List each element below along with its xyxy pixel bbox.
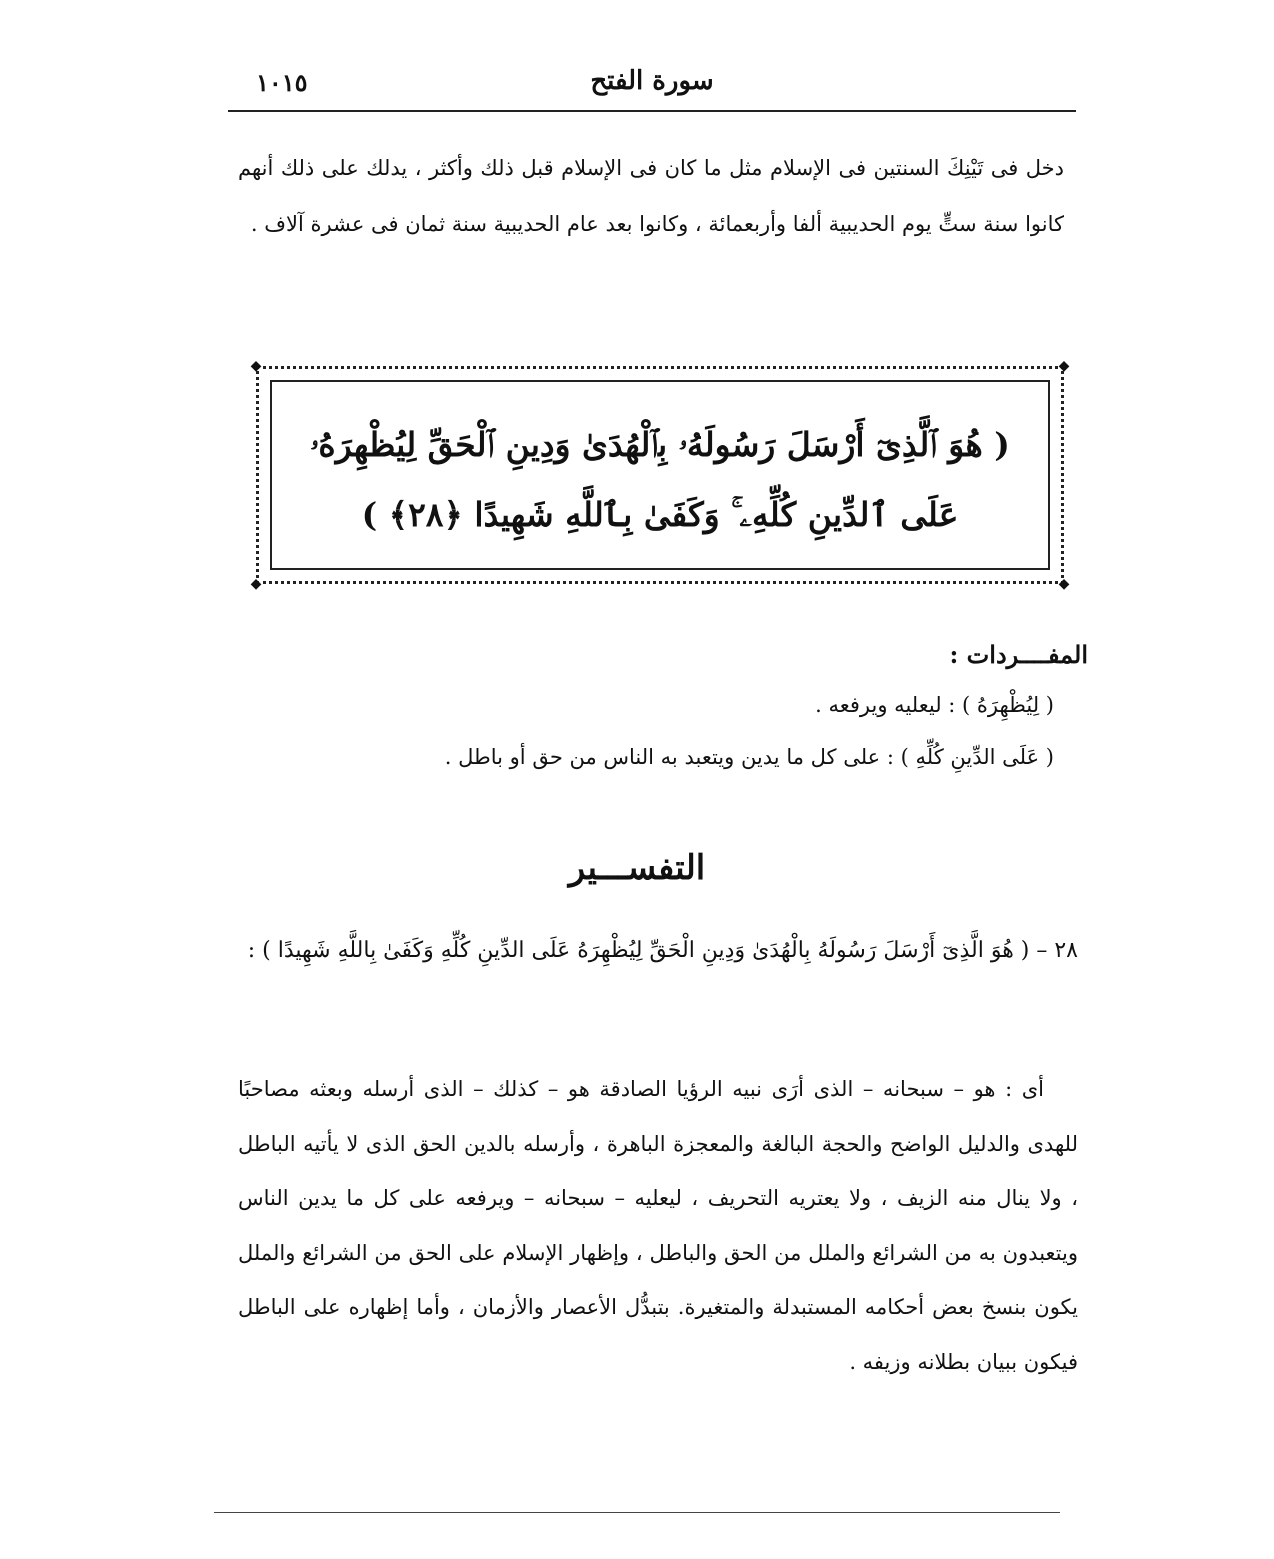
- vocabulary-item: ( لِيُظْهِرَهُ ) : ليعليه ويرفعه .: [815, 693, 1054, 717]
- intro-text: دخل فى تَيْنِكَ السنتين فى الإسلام مثل ما كان فى الإسلام قبل ذلك وأكثر ، يدلك على ذلك أنهم كانوا سنة ستٍّ يوم الحديبية ألفا وأربعمائة ، وكانوا بعد عام الحديبية سنة ثمان فى عشرة آلاف .: [238, 156, 1064, 236]
- commentary-paragraph: [238, 1062, 1078, 1389]
- vocabulary-section: [238, 640, 1088, 783]
- bottom-rule: [214, 1512, 1060, 1513]
- verse-line-1: ( هُوَ ٱلَّذِىٓ أَرْسَلَ رَسُولَهُۥ بِٱلْهُدَىٰ وَدِينِ ٱلْحَقِّ لِيُظْهِرَهُۥ: [310, 425, 1010, 464]
- page-number: ١٠١٥: [256, 68, 308, 97]
- intro-paragraph: [238, 140, 1064, 252]
- commentary-text: أى : هو – سبحانه – الذى أرَى نبيه الرؤيا الصادقة هو – كذلك – الذى أرسله وبعثه مصاحبًا للهدى والدليل الواضح والحجة البالغة والمعجزة الباهرة ، وأرسله بالدين الحق الذى لا يأتيه الباطل ، ولا ينال منه الزيف ، ولا يعتريه التحريف ، ليعليه – سبحانه – ويرفعه على كل ما يدين الناس ويتعبدون به من الشرائع والملل من الحق والباطل ، وإظهار الإسلام على الحق من الشرائع والملل يكون بنسخ بعض أحكامه المستبدلة والمتغيرة. بتبدُّل الأعصار والأزمان ، وأما إظهاره على الباطل فيكون ببيان بطلانه وزيفه .: [238, 1077, 1078, 1374]
- corner-ornament-icon: ◆: [250, 576, 262, 592]
- verse-reference: ٢٨ – ( هُوَ الَّذِىٓ أَرْسَلَ رَسُولَهُ بِالْهُدَىٰ وَدِينِ الْحَقِّ لِيُظْهِرَهُ عَلَى الدِّينِ كُلِّهِ وَكَفَىٰ بِاللَّهِ شَهِيدًا ) :: [247, 938, 1078, 963]
- vocabulary-item: ( عَلَى الدِّينِ كُلِّهِ ) : على كل ما يدين ويتعبد به الناس من حق أو باطل .: [444, 745, 1054, 769]
- running-header: [228, 62, 1076, 112]
- tafsir-title: التفســـير: [568, 848, 706, 888]
- verse-frame: [250, 358, 1070, 592]
- vocabulary-heading: المفــــردات :: [949, 640, 1088, 669]
- corner-ornament-icon: ◆: [1058, 358, 1070, 374]
- quran-verse: [286, 410, 1034, 550]
- corner-ornament-icon: ◆: [1058, 576, 1070, 592]
- verse-line-2: عَلَى ٱلدِّينِ كُلِّهِۦ ۚ وَكَفَىٰ بِٱللَّهِ شَهِيدًا ﴿٢٨﴾ ): [361, 495, 959, 534]
- surah-title: سورة الفتح: [590, 66, 714, 96]
- corner-ornament-icon: ◆: [250, 358, 262, 374]
